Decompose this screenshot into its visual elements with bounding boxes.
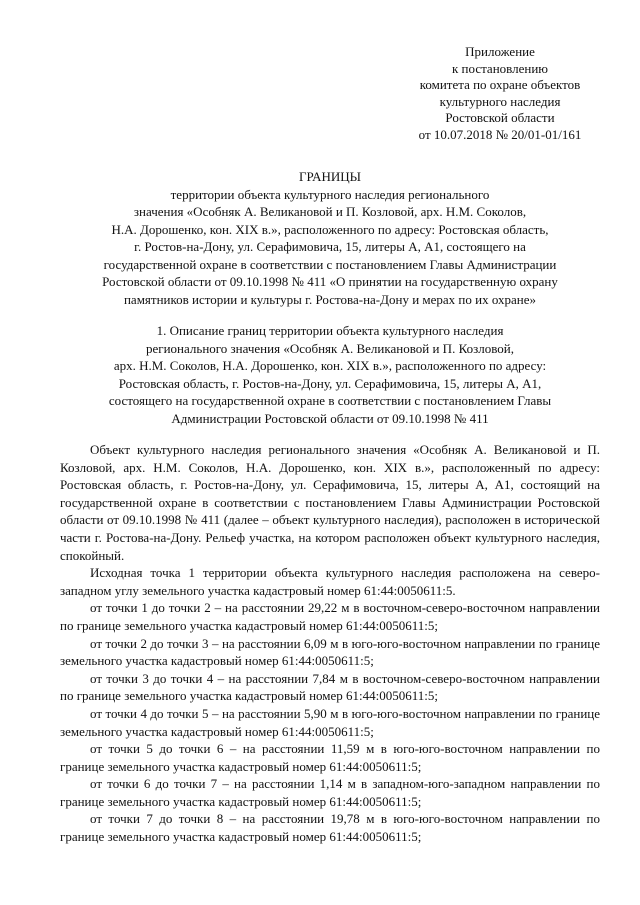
body-paragraph: от точки 4 до точки 5 – на расстоянии 5,90 м в юго-юго-восточном направлении по границе земельного участка кадастровый номер 61:44:0050611:5; [60,705,600,739]
document-body [60,441,600,846]
body-paragraph: от точки 5 до точки 6 – на расстоянии 11,59 м в юго-юго-восточном направлении по границе земельного участка кадастровый номер 61:44:0050611:5; [60,741,600,774]
appendix-line: Ростовской области [445,110,555,126]
appendix-line: комитета по охране объектов [419,77,581,93]
body-paragraph: от точки 2 до точки 3 – на расстоянии 6,09 м в юго-юго-восточном направлении по границе земельного участка кадастровый номер 61:44:0050611:5; [60,635,600,669]
title-line: значения «Особняк А. Великановой и П. Козловой, арх. Н.М. Соколов, [133,204,527,219]
section-line: регионального значения «Особняк А. Великановой и П. Козловой, [146,340,514,356]
section-line: Ростовская область, г. Ростов-на-Дону, ул. Серафимовича, 15, литеры А, А1, [118,375,542,391]
appendix-block [392,44,608,144]
section-line: 1. Описание границ территории объекта культурного наследия [156,323,504,338]
section-line: Администрации Ростовской области от 09.10.1998 № 411 [171,410,489,426]
appendix-line: к постановлению [451,60,549,76]
title-line: памятников истории и культуры г. Ростова-на-Дону и мерах по их охране» [123,291,537,307]
appendix-line: Приложение [465,44,535,59]
body-paragraph: от точки 3 до точки 4 – на расстоянии 7,84 м в восточном-северо-восточном направлении по границе земельного участка кадастровый номер 61:44:0050611:5; [60,670,600,704]
appendix-line: от 10.07.2018 № 20/01-01/161 [418,126,582,142]
title-line: территории объекта культурного наследия регионального [170,186,490,202]
section-heading [40,322,620,427]
title-line: Н.А. Дорошенко, кон. XIX в.», расположенного по адресу: Ростовская область, [111,221,549,237]
title-line: г. Ростов-на-Дону, ул. Серафимовича, 15, литеры А, А1, состоящего на [134,239,526,254]
body-paragraph: Исходная точка 1 территории объекта культурного наследия расположена на северо-западном углу земельного участка кадастровый номер 61:44:0050611:5. [60,565,600,598]
body-paragraph: от точки 6 до точки 7 – на расстоянии 1,14 м в западном-юго-западном направлении по границе земельного участка кадастровый номер 61:44:0050611:5; [60,776,600,809]
section-line: арх. Н.М. Соколов, Н.А. Дорошенко, кон. XIX в.», расположенного по адресу: [113,358,547,373]
appendix-line: культурного наследия [439,93,561,109]
title-line: Ростовской области от 09.10.1998 № 411 «О принятии на государственную охрану [102,274,558,289]
document-title [40,168,620,308]
body-paragraph: Объект культурного наследия регионального значения «Особняк А. Великановой и П. Козловой, арх. Н.М. Соколов, Н.А. Дорошенко, кон. XIX в.», расположенный по адресу: Ростовская область, г. Ростов-на-Дону, ул. Серафимовича, 15, литеры А, А1, состоящий на государственной охране в соответствии с постановлением Главы Администрации Ростовской области от 09.10.1998 № 411 (далее – объект культурного наследия), расположен в исторической части г. Ростова-на-Дону. Рельеф участка, на котором расположен объект культурного наследия, спокойный. [60,442,600,563]
title-heading: ГРАНИЦЫ [299,169,361,184]
section-line: состоящего на государственной охране в соответствии с постановлением Главы [108,393,552,408]
body-paragraph: от точки 7 до точки 8 – на расстоянии 19,78 м в юго-юго-восточном направлении по границе земельного участка кадастровый номер 61:44:0050611:5; [60,811,600,845]
title-line: государственной охране в соответствии с постановлением Главы Администрации [103,256,557,272]
body-paragraph: от точки 1 до точки 2 – на расстоянии 29,22 м в восточном-северо-восточном направлении по границе земельного участка кадастровый номер 61:44:0050611:5; [60,600,600,633]
